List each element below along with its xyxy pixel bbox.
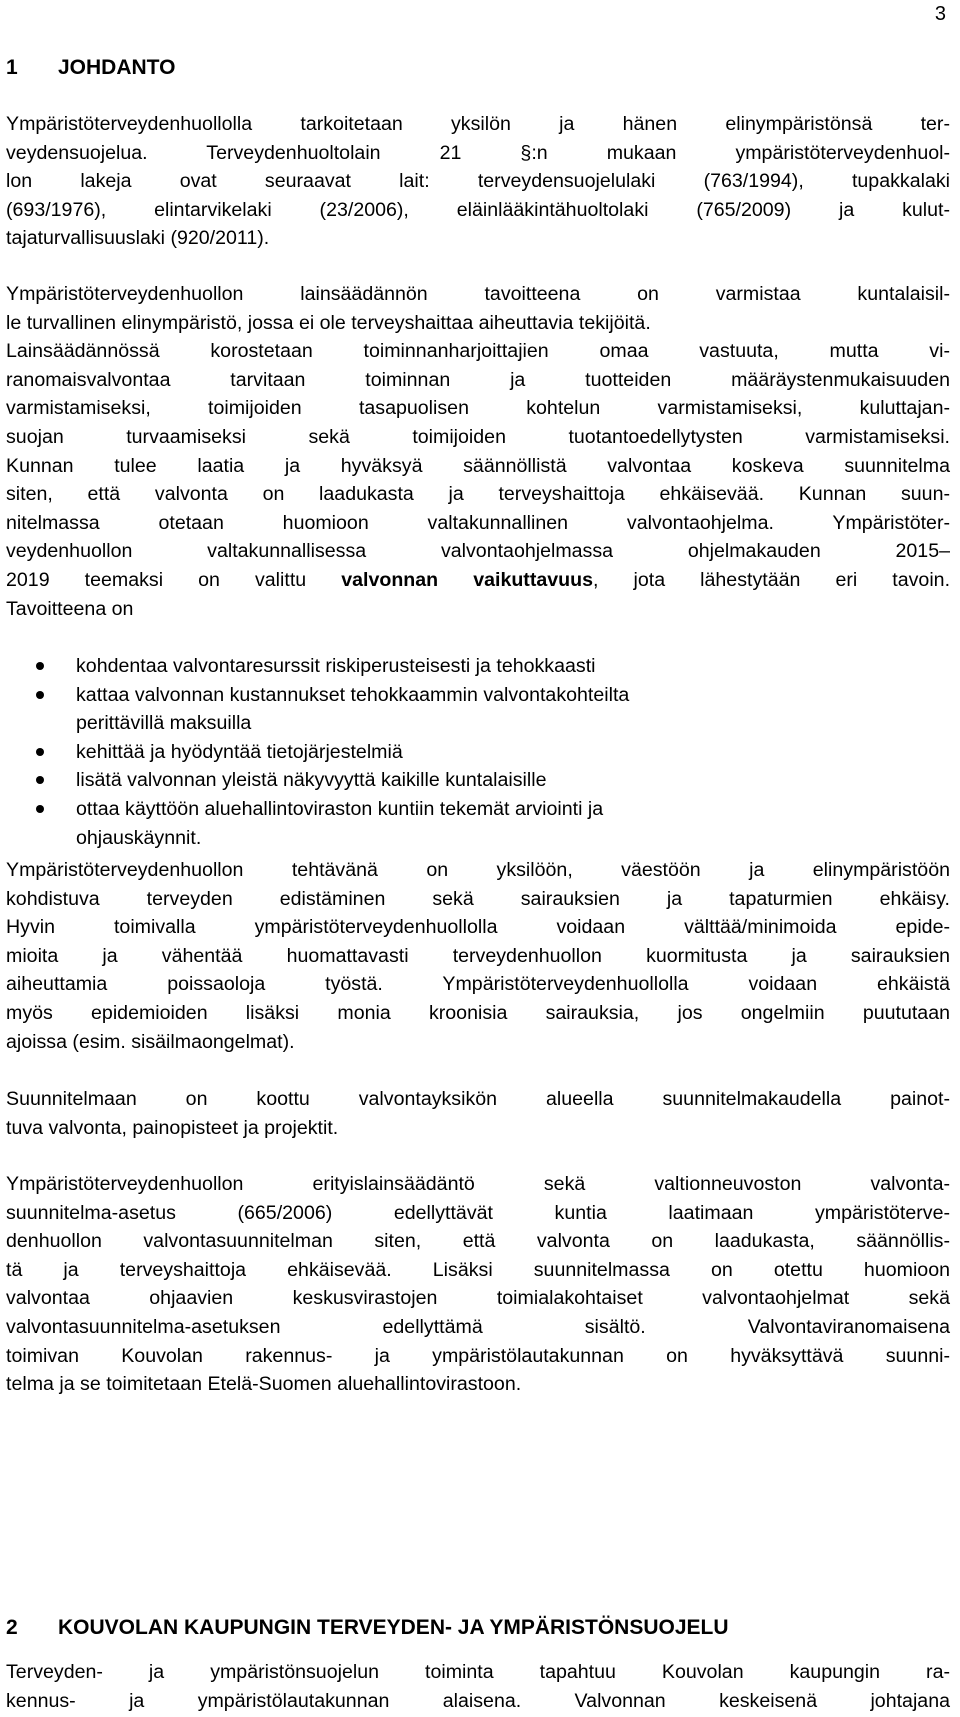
text-line: ranomaisvalvontaa tarvitaan toiminnan ja tuotteiden määräystenmukaisuuden: [6, 368, 950, 391]
section-2-heading: [6, 1615, 729, 1641]
section-1-title: JOHDANTO: [58, 56, 176, 79]
text-line: suunnitelma-asetus (665/2006) edellyttävät kuntia laatimaan ympäristöterve-: [6, 1201, 950, 1224]
text-line: nitelmassa otetaan huomioon valtakunnallinen valvontaohjelma. Ympäristöter-: [6, 511, 950, 534]
paragraph-regulations: [6, 1170, 950, 1399]
bullet-icon: [36, 748, 44, 756]
text-line: (693/1976), elintarvikelaki (23/2006), eläinlääkintähuoltolaki (765/2009) ja kulut-: [6, 198, 950, 221]
text-line: aiheuttamia poissaoloja työstä. Ympäristöterveydenhuollolla voidaan ehkäistä: [6, 973, 950, 996]
text-line: Terveyden- ja ympäristönsuojelun toiminta tapahtuu Kouvolan kaupungin ra-: [6, 1661, 950, 1683]
text-line: Ympäristöterveydenhuollon tehtävänä on yksilöön, väestöön ja elinympäristöön: [6, 859, 950, 881]
paragraph-legislation: [6, 280, 950, 623]
text-line: tajaturvallisuuslaki (920/2011).: [6, 227, 270, 250]
text-line: suojan turvaamiseksi sekä toimijoiden tuotantoedellytysten varmistamiseksi.: [6, 425, 950, 448]
text-line: lon lakeja ovat seuraavat lait: terveydensuojelulaki (763/1994), tupakkalaki: [6, 170, 950, 193]
paragraph-intro: [6, 110, 950, 253]
text-line: kohdistuva terveyden edistäminen sekä sairauksien ja tapaturmien ehkäisy.: [6, 887, 950, 910]
text-line: ajoissa (esim. sisäilmaongelmat).: [6, 1030, 295, 1053]
goals-list: [6, 652, 950, 852]
text-line: mioita ja vähentää huomattavasti terveydenhuollon kuormitusta ja sairauksien: [6, 944, 950, 967]
text-line-emphasis: [6, 566, 950, 595]
list-item-text: ottaa käyttöön aluehallintoviraston kuntiin tekemät arviointi ja: [76, 797, 604, 820]
text-line: veydenhuollon valtakunnallisessa valvontaohjelmassa ohjelmakauden 2015–: [6, 540, 950, 563]
text-fragment: , jota lähestytään eri tavoin.: [593, 568, 951, 591]
list-item-text: lisätä valvonnan yleistä näkyvyyttä kaikille kuntalaisille: [76, 769, 547, 792]
list-item: [6, 681, 950, 738]
text-fragment: 2019 teemaksi on valittu: [6, 568, 342, 591]
list-item: [6, 766, 950, 795]
paragraph-tasks: [6, 856, 950, 1056]
list-item-text: perittävillä maksuilla: [76, 712, 252, 735]
text-line: varmistamiseksi, toimijoiden tasapuolisen kohtelun varmistamiseksi, kuluttajan-: [6, 397, 950, 420]
text-line: tuva valvonta, painopisteet ja projektit.: [6, 1116, 339, 1139]
text-line: Ympäristöterveydenhuollolla tarkoitetaan yksilön ja hänen elinympäristönsä ter-: [6, 113, 950, 135]
section-1-number: 1: [6, 56, 18, 79]
list-item-text: kattaa valvonnan kustannukset tehokkaammin valvontakohteilta: [76, 683, 630, 706]
bullet-icon: [36, 776, 44, 784]
bullet-icon: [36, 691, 44, 699]
text-line: Tavoitteena on: [6, 597, 134, 620]
text-line: denhuollon valvontasuunnitelman siten, että valvonta on laadukasta, säännöllis-: [6, 1230, 950, 1253]
text-line: Ympäristöterveydenhuollon erityislainsäädäntö sekä valtionneuvoston valvonta-: [6, 1173, 950, 1195]
list-item: [6, 738, 950, 767]
text-line: myös epidemioiden lisäksi monia kroonisia sairauksia, jos ongelmiin puututaan: [6, 1001, 950, 1024]
list-item-text: ohjauskäynnit.: [76, 826, 202, 849]
bullet-icon: [36, 805, 44, 813]
text-line: veydensuojelua. Terveydenhuoltolain 21 §:n mukaan ympäristöterveydenhuol-: [6, 141, 950, 164]
section-2-title: KOUVOLAN KAUPUNGIN TERVEYDEN- JA YMPÄRISTÖNSUOJELU: [58, 1616, 729, 1639]
paragraph-plan-focus: [6, 1085, 950, 1142]
list-item: [6, 795, 950, 852]
section-2-number: 2: [6, 1616, 18, 1639]
text-line: Ympäristöterveydenhuollon lainsäädännön tavoitteena on varmistaa kuntalaisil-: [6, 283, 950, 305]
text-line: tä ja terveyshaittoja ehkäisevää. Lisäksi suunnitelmassa on otettu huomioon: [6, 1258, 950, 1281]
list-item-text: kohdentaa valvontaresurssit riskiperusteisesti ja tehokkaasti: [76, 655, 596, 677]
text-line: toimivan Kouvolan rakennus- ja ympäristölautakunnan on hyväksyttävä suunni-: [6, 1344, 950, 1367]
list-item: [6, 652, 950, 681]
text-line: Kunnan tulee laatia ja hyväksyä säännöllistä valvontaa koskeva suunnitelma: [6, 454, 950, 477]
emphasis-theme: valvonnan vaikuttavuus: [341, 568, 593, 591]
text-line: Suunnitelmaan on koottu valvontayksikön alueella suunnitelmakaudella painot-: [6, 1088, 950, 1110]
page-number: 3: [934, 3, 946, 25]
text-line: siten, että valvonta on laadukasta ja terveyshaittoja ehkäisevää. Kunnan suun-: [6, 483, 950, 506]
text-line: valvontaa ohjaavien keskusvirastojen toimialakohtaiset valvontaohjelmat sekä: [6, 1287, 950, 1310]
text-line: le turvallinen elinympäristö, jossa ei ole terveyshaittaa aiheuttavia tekijöitä.: [6, 311, 651, 334]
bullet-icon: [36, 662, 44, 670]
text-line: Hyvin toimivalla ympäristöterveydenhuollolla voidaan välttää/minimoida epide-: [6, 916, 950, 939]
list-item-text: kehittää ja hyödyntää tietojärjestelmiä: [76, 740, 403, 763]
text-line: telma ja se toimitetaan Etelä-Suomen aluehallintovirastoon.: [6, 1373, 522, 1396]
text-line: Lainsäädännössä korostetaan toiminnanharjoittajien omaa vastuuta, mutta vi-: [6, 340, 950, 363]
text-line: valvontasuunnitelma-asetuksen edellyttämä sisältö. Valvontaviranomaisena: [6, 1315, 950, 1338]
paragraph-organization: [6, 1658, 950, 1715]
section-1-heading: [6, 55, 175, 81]
text-line: kennus- ja ympäristölautakunnan alaisena. Valvonnan keskeisenä johtajana: [6, 1689, 950, 1712]
